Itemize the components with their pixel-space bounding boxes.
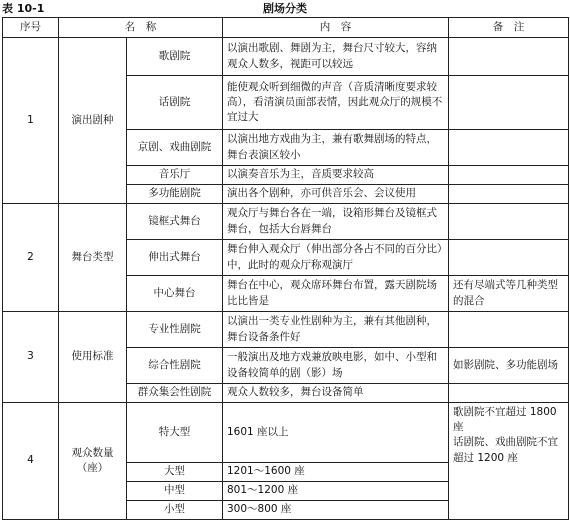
row-content: 1201～1600 座 <box>223 463 449 482</box>
row-name: 群众集会性剧院 <box>127 384 223 403</box>
table-title: 剧场分类 <box>263 2 307 15</box>
row-name: 多功能剧院 <box>127 185 223 204</box>
header-note: 备 注 <box>449 18 569 38</box>
row-note <box>449 312 569 348</box>
group-category: 舞台类型 <box>59 204 127 312</box>
group-index: 3 <box>3 312 59 403</box>
group-index: 1 <box>3 38 59 204</box>
row-content: 300～800 座 <box>223 501 449 520</box>
note-drama-limit: 话剧院、戏曲剧院不宜超过 1200 座 <box>453 436 558 464</box>
header-index: 序号 <box>3 18 59 38</box>
row-content: 观众厅与舞台各在一端，设箱形舞台及镜框式舞台，包括大台唇舞台 <box>223 204 449 240</box>
row-content: 演出各个剧种，亦可供音乐会、会议使用 <box>223 185 449 204</box>
row-note <box>449 240 569 276</box>
row-name: 京剧、戏曲剧院 <box>127 130 223 166</box>
row-note <box>449 166 569 185</box>
group-category: 观众数量（座） <box>59 403 127 520</box>
row-note <box>449 403 569 520</box>
row-note <box>449 38 569 76</box>
row-content: 以演出地方戏曲为主，兼有歌舞剧场的特点，舞台表演区较小 <box>223 130 449 166</box>
row-content: 一般演出及地方戏兼放映电影，如中、小型和设备较简单的剧（影）场 <box>223 348 449 384</box>
row-content: 舞台伸入观众厅（伸出部分各占不同的百分比）中，此时的观众厅称观演厅 <box>223 240 449 276</box>
group-category: 使用标准 <box>59 312 127 403</box>
group-index: 2 <box>3 204 59 312</box>
row-name: 音乐厅 <box>127 166 223 185</box>
row-note: 还有尽端式等几种类型的混合 <box>449 276 569 312</box>
row-content: 以演出一类专业性剧种为主，兼有其他剧种，舞台设备条件好 <box>223 312 449 348</box>
row-name: 特大型 <box>127 403 223 463</box>
header-name: 名 称 <box>59 18 223 38</box>
row-content: 801～1200 座 <box>223 482 449 501</box>
row-name: 中型 <box>127 482 223 501</box>
note-opera-limit: 歌剧院不宜超过 1800 座 <box>453 406 557 434</box>
row-name: 镜框式舞台 <box>127 204 223 240</box>
row-name: 专业性剧院 <box>127 312 223 348</box>
row-content: 以演奏音乐为主，音质要求较高 <box>223 166 449 185</box>
group-category: 演出剧种 <box>59 38 127 204</box>
header-content: 内 容 <box>223 18 449 38</box>
row-content: 1601 座以上 <box>223 403 449 463</box>
header-row <box>3 18 569 38</box>
row-note <box>449 76 569 130</box>
row-note <box>449 204 569 240</box>
table-caption <box>2 1 568 15</box>
table-row <box>3 38 569 76</box>
row-name: 小型 <box>127 501 223 520</box>
row-name: 中心舞台 <box>127 276 223 312</box>
row-name: 伸出式舞台 <box>127 240 223 276</box>
theater-classification-table <box>2 17 569 520</box>
table-row <box>3 204 569 240</box>
row-name: 歌剧院 <box>127 38 223 76</box>
row-note <box>449 384 569 403</box>
row-name: 综合性剧院 <box>127 348 223 384</box>
row-name: 话剧院 <box>127 76 223 130</box>
row-content: 能使观众听到细微的声音（音质清晰度要求较高），看清演员面部表情，因此观众厅的规模不宜过大 <box>223 76 449 130</box>
row-note: 如影剧院、多功能剧场 <box>449 348 569 384</box>
row-content: 观众人数较多，舞台设备简单 <box>223 384 449 403</box>
table-row <box>3 403 569 463</box>
row-name: 大型 <box>127 463 223 482</box>
row-note <box>449 130 569 166</box>
table-row <box>3 312 569 348</box>
row-note <box>449 185 569 204</box>
row-content: 舞台在中心，观众席环舞台布置，露天剧院场比比皆是 <box>223 276 449 312</box>
table-number: 表 10-1 <box>2 2 45 15</box>
row-content: 以演出歌剧、舞剧为主，舞台尺寸较大，容纳观众人数多，视距可以较远 <box>223 38 449 76</box>
group-index: 4 <box>3 403 59 520</box>
